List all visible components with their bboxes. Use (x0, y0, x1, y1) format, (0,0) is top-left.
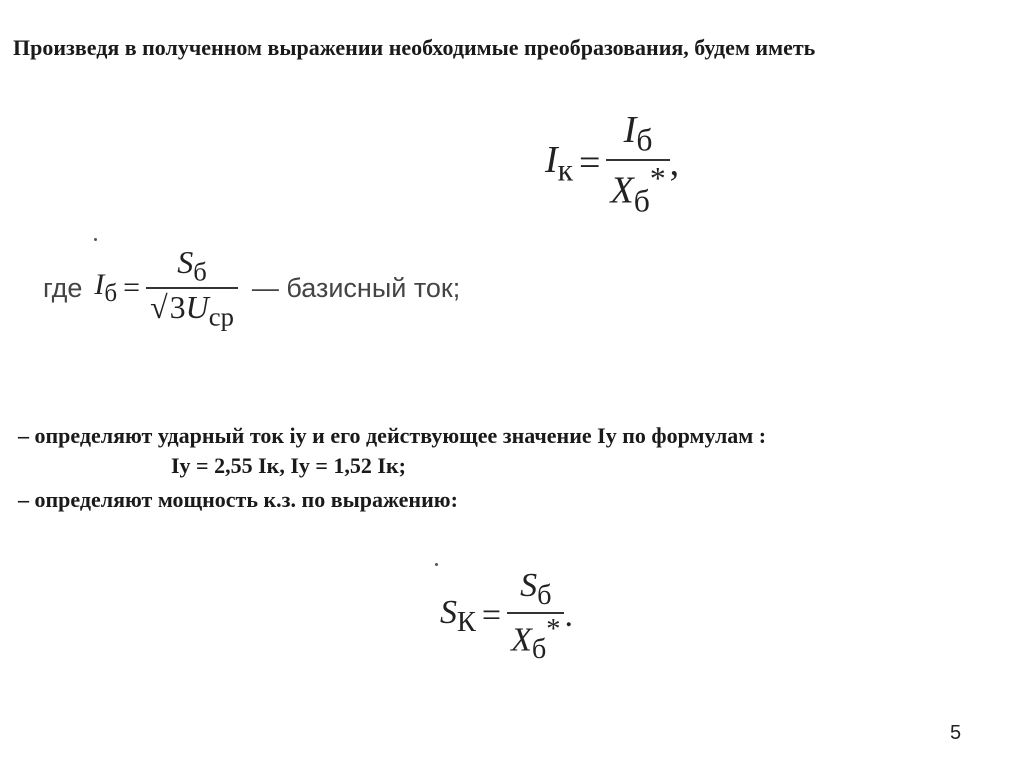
formula-sk-fraction (507, 567, 564, 666)
formula-ib-equals: = (123, 271, 141, 305)
formula-ib-denominator: $√3U_{ср}$ (150, 289, 234, 332)
formula-ib-fraction (146, 244, 238, 333)
formula-sk-period: . (564, 597, 573, 635)
intro-paragraph: Произведя в полученном выражении необходимые преобразования, будем иметь (13, 35, 816, 60)
text-current-formulas: Iу = 2,55 Iк, Iу = 1,52 Iк; (171, 453, 406, 478)
formula-ib-suffix: — базисный ток; (251, 272, 461, 303)
formula-sk-denominator: $X_б^*$ (511, 613, 561, 665)
formula-base-current (43, 244, 460, 333)
formula-ik-fraction (606, 108, 669, 219)
formula-sk-lhs: $S_К$ (440, 594, 476, 638)
formula-ik-equals: = (579, 142, 601, 185)
text-short-circuit-power: – определяют мощность к.з. по выражению: (18, 487, 458, 512)
formula-ik-denominator: $X_б^*$ (610, 160, 666, 218)
stray-dot (435, 563, 438, 566)
formula-short-circuit-power (440, 567, 573, 666)
stray-dot (94, 238, 97, 241)
formula-ik-comma: , (669, 142, 680, 185)
text-impulse-current: – определяют ударный ток iу и его действующее значение Iу по формулам : (18, 423, 767, 448)
formula-ib-lhs: $I_б$ (94, 268, 118, 308)
formula-ik-lhs: $I_к$ (545, 139, 574, 188)
formula-ib-prefix: где (43, 272, 83, 303)
formula-sk-equals: = (481, 597, 502, 635)
formula-sk-numerator: $S_б$ (507, 567, 564, 614)
page-number: 5 (950, 722, 962, 744)
formula-ib-numerator: $S_б$ (146, 244, 238, 289)
formula-short-circuit-current (545, 108, 679, 219)
formula-ik-numerator: $I_б$ (606, 108, 669, 161)
